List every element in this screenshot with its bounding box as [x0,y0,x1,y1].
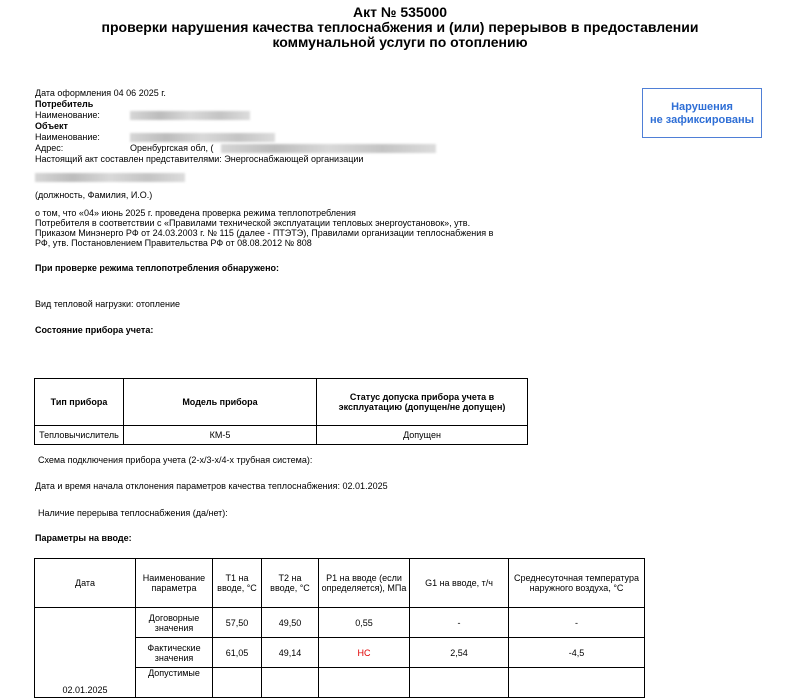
address-value: Оренбургская обл, ( [130,143,214,153]
rules-line2: Приказом Минэнерго РФ от 24.03.2003 г. № 115 (далее - ПТЭТЭ), Правилами организации теплоснабжения в [35,228,494,238]
cell-device-status: Допущен [317,426,528,445]
name-label: Наименование: [35,110,100,120]
consumer-name-label [35,110,100,121]
cell-outdoor-temp: - [509,608,645,638]
device-table [34,378,528,445]
act-subtitle-line1: проверки нарушения качества теплоснабжения и (или) перерывов в предоставлении [101,19,699,35]
cell-t2 [262,668,319,698]
status-stamp [642,88,762,138]
interruption-line: Наличие перерыва теплоснабжения (да/нет): [38,508,228,518]
params-heading: Параметры на вводе: [35,533,132,543]
header-p1: P1 на вводе (если определяется), МПа [319,559,410,608]
params-table [34,558,645,698]
redacted-consumer-name [130,111,250,120]
object-label: Объект [35,121,68,131]
params-table-header [35,559,645,608]
cell-p1: 0,55 [319,608,410,638]
header-device-type: Тип прибора [35,379,124,426]
object-name-row [35,132,100,143]
cell-device-type: Тепловычислитель [35,426,124,445]
header-g1: G1 на вводе, т/ч [410,559,509,608]
header-date: Дата [35,559,136,608]
cell-t1: 61,05 [213,638,262,668]
heat-load-type: Вид тепловой нагрузки: отопление [35,299,180,309]
stamp-line1: Нарушения [671,101,733,113]
cell-param-name: Допустимые [136,668,213,698]
consumer-label: Потребитель [35,99,94,109]
redacted-representative-row [35,172,185,183]
object-name-label: Наименование: [35,132,100,142]
header-device-status: Статус допуска прибора учета в эксплуатацию (допущен/не допущен) [317,379,528,426]
redacted-object-name [130,133,275,142]
device-table-header [35,379,528,426]
table-row [35,608,645,638]
header-t1: T1 на вводе, °C [213,559,262,608]
cell-g1: 2,54 [410,638,509,668]
table-row [35,426,528,445]
inspection-line: о том, что «04» июнь 2025 г. проведена проверка режима теплопотребления [35,208,356,218]
cell-device-model: КМ-5 [124,426,317,445]
address-row [35,143,214,154]
redacted-address [221,144,436,153]
issue-date: Дата оформления 04 06 2025 г. [35,88,166,98]
cell-t2: 49,14 [262,638,319,668]
deviation-line: Дата и время начала отклонения параметров качества теплоснабжения: 02.01.2025 [35,481,388,491]
cell-p1 [319,668,410,698]
act-subtitle-line2: коммунальной услуги по отоплению [272,34,528,50]
cell-outdoor-temp: -4,5 [509,638,645,668]
cell-outdoor-temp [509,668,645,698]
redacted-representative [35,173,185,182]
position-hint: (должность, Фамилия, И.О.) [35,190,153,200]
meter-state-heading: Состояние прибора учета: [35,325,154,335]
cell-p1-alert: НС [319,638,410,668]
stamp-line2: не зафиксированы [649,114,755,126]
representatives-line: Настоящий акт составлен представителями: Энергоснабжающей организации [35,154,364,164]
cell-param-name: Договорные значения [136,608,213,638]
cell-g1: - [410,608,509,638]
header-outdoor-temp: Среднесуточная температура наружного воздуха, °C [509,559,645,608]
act-number-title: Акт № 535000 [352,4,448,20]
cell-t2: 49,50 [262,608,319,638]
cell-date: 02.01.2025 [35,608,136,698]
header-t2: T2 на вводе, °C [262,559,319,608]
header-param-name: Наименование параметра [136,559,213,608]
cell-t1: 57,50 [213,608,262,638]
cell-param-name: Фактические значения [136,638,213,668]
rules-line1: Потребителя в соответствии с «Правилами технической эксплуатации тепловых энергоустановок», утв. [35,218,471,228]
address-label: Адрес: [35,143,64,153]
cell-t1 [213,668,262,698]
rules-line3: РФ, утв. Постановлением Правительства РФ от 08.08.2012 № 808 [35,238,312,248]
findings-heading: При проверке режима теплопотребления обнаружено: [35,263,279,273]
header-device-model: Модель прибора [124,379,317,426]
scheme-line: Схема подключения прибора учета (2-х/3-х/4-х трубная система): [38,455,313,465]
cell-g1 [410,668,509,698]
